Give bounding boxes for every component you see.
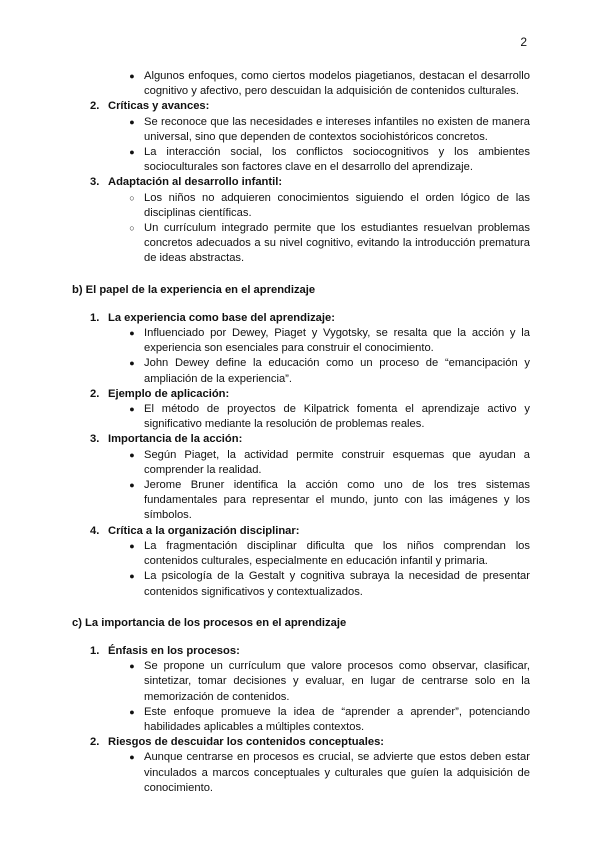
bullet-icon: ○ xyxy=(129,192,135,203)
page-number: 2 xyxy=(520,35,527,49)
item-number: 4. xyxy=(90,524,100,537)
bullet-icon: ● xyxy=(129,404,135,415)
bullet-icon: ● xyxy=(129,661,135,672)
bullet-icon: ● xyxy=(129,358,135,369)
list-item xyxy=(72,705,530,735)
list-item-text: Influenciado por Dewey, Piaget y Vygotsky, se resalta que la acción y la experiencia son esenciales para construir el conocimiento. xyxy=(144,327,530,355)
list-item xyxy=(72,478,530,524)
item-title: Adaptación al desarrollo infantil: xyxy=(108,176,283,189)
list-item-text: Según Piaget, la actividad permite construir esquemas que ayudan a comprender la realidad. xyxy=(144,448,530,476)
list-item-text: Un currículum integrado permite que los estudiantes resuelvan problemas concretos adecuados a su nivel cognitivo, evitando la introducción prematura de ideas abstractas. xyxy=(144,222,530,265)
bullet-icon: ● xyxy=(129,706,135,717)
bullet-icon: ○ xyxy=(129,223,135,234)
item-number: 3. xyxy=(90,176,100,189)
list-item xyxy=(72,221,530,267)
list-item xyxy=(72,659,530,705)
list-item-text: Este enfoque promueve la idea de “aprender a aprender”, potenciando habilidades aplicables a múltiples contextos. xyxy=(144,705,530,733)
list-item xyxy=(72,402,530,432)
bullet-icon: ● xyxy=(129,752,135,763)
item-title: Importancia de la acción: xyxy=(108,433,243,446)
item-number: 1. xyxy=(90,644,100,657)
numbered-heading xyxy=(72,311,530,326)
list-item xyxy=(72,191,530,221)
item-title: Ejemplo de aplicación: xyxy=(108,387,230,400)
bullet-icon: ● xyxy=(129,116,135,127)
list-item-text: Algunos enfoques, como ciertos modelos piagetianos, destacan el desarrollo cognitivo y afectivo, pero descuidan la adquisición de contenidos culturales. xyxy=(144,70,530,98)
list-item-text: La interacción social, los conflictos sociocognitivos y los ambientes socioculturales son factores clave en el desarrollo del aprendizaje. xyxy=(144,146,530,174)
numbered-heading xyxy=(72,524,530,539)
list-item xyxy=(72,69,530,99)
bullet-icon: ● xyxy=(129,449,135,460)
bullet-icon: ● xyxy=(129,328,135,339)
list-item xyxy=(72,750,530,796)
list-item xyxy=(72,115,530,145)
numbered-heading xyxy=(72,387,530,402)
item-title: Riesgos de descuidar los contenidos conceptuales: xyxy=(108,736,385,749)
item-number: 2. xyxy=(90,387,100,400)
list-item-text: Aunque centrarse en procesos es crucial, se advierte que estos deben estar vinculados a marcos conceptuales y culturales que guíen la adquisición de conocimiento. xyxy=(144,751,530,794)
bullet-icon: ● xyxy=(129,147,135,158)
item-title: Críticas y avances: xyxy=(108,100,210,113)
list-item-text: El método de proyectos de Kilpatrick fomenta el aprendizaje activo y significativo mediante la resolución de problemas reales. xyxy=(144,403,530,431)
list-item-text: John Dewey define la educación como un proceso de “emancipación y ampliación de la experiencia”. xyxy=(144,357,530,385)
list-item-text: Los niños no adquieren conocimientos siguiendo el orden lógico de las disciplinas científicas. xyxy=(144,191,530,219)
item-title: La experiencia como base del aprendizaje: xyxy=(108,311,335,324)
section-heading-c: c) La importancia de los procesos en el aprendizaje xyxy=(72,616,347,629)
bullet-icon: ● xyxy=(129,480,135,491)
numbered-heading xyxy=(72,735,530,750)
item-number: 3. xyxy=(90,433,100,446)
bullet-icon: ● xyxy=(129,540,135,551)
list-item-text: Se propone un currículum que valore procesos como observar, clasificar, sintetizar, tomar decisiones y evaluar, en lugar de centrarse solo en la memorización de contenidos. xyxy=(144,660,530,703)
bullet-icon: ● xyxy=(129,571,135,582)
list-item xyxy=(72,539,530,569)
numbered-heading xyxy=(72,432,530,447)
list-item xyxy=(72,356,530,386)
numbered-heading xyxy=(72,644,530,659)
list-item xyxy=(72,326,530,356)
item-number: 2. xyxy=(90,736,100,749)
item-number: 2. xyxy=(90,100,100,113)
list-item xyxy=(72,569,530,599)
bullet-icon: ● xyxy=(129,71,135,81)
item-number: 1. xyxy=(90,311,100,324)
section-heading-b: b) El papel de la experiencia en el aprendizaje xyxy=(72,283,316,296)
list-item xyxy=(72,448,530,478)
document-body xyxy=(72,69,530,796)
list-item xyxy=(72,145,530,175)
list-item-text: La fragmentación disciplinar dificulta que los niños comprendan los contenidos culturales, especialmente en educación infantil y primaria. xyxy=(144,539,530,568)
list-item-text: La psicología de la Gestalt y cognitiva subraya la necesidad de presentar contenidos significativos y contextualizados. xyxy=(144,570,530,598)
numbered-heading xyxy=(72,99,530,114)
numbered-heading xyxy=(72,175,530,190)
list-item-text: Se reconoce que las necesidades e intereses infantiles no existen de manera universal, sino que dependen de contextos sociohistóricos concretos. xyxy=(144,115,530,143)
list-item-text: Jerome Bruner identifica la acción como uno de los tres sistemas fundamentales para representar el mundo, junto con las imágenes y los símbolos. xyxy=(144,479,530,522)
item-title: Crítica a la organización disciplinar: xyxy=(108,524,300,537)
item-title: Énfasis en los procesos: xyxy=(108,644,240,657)
